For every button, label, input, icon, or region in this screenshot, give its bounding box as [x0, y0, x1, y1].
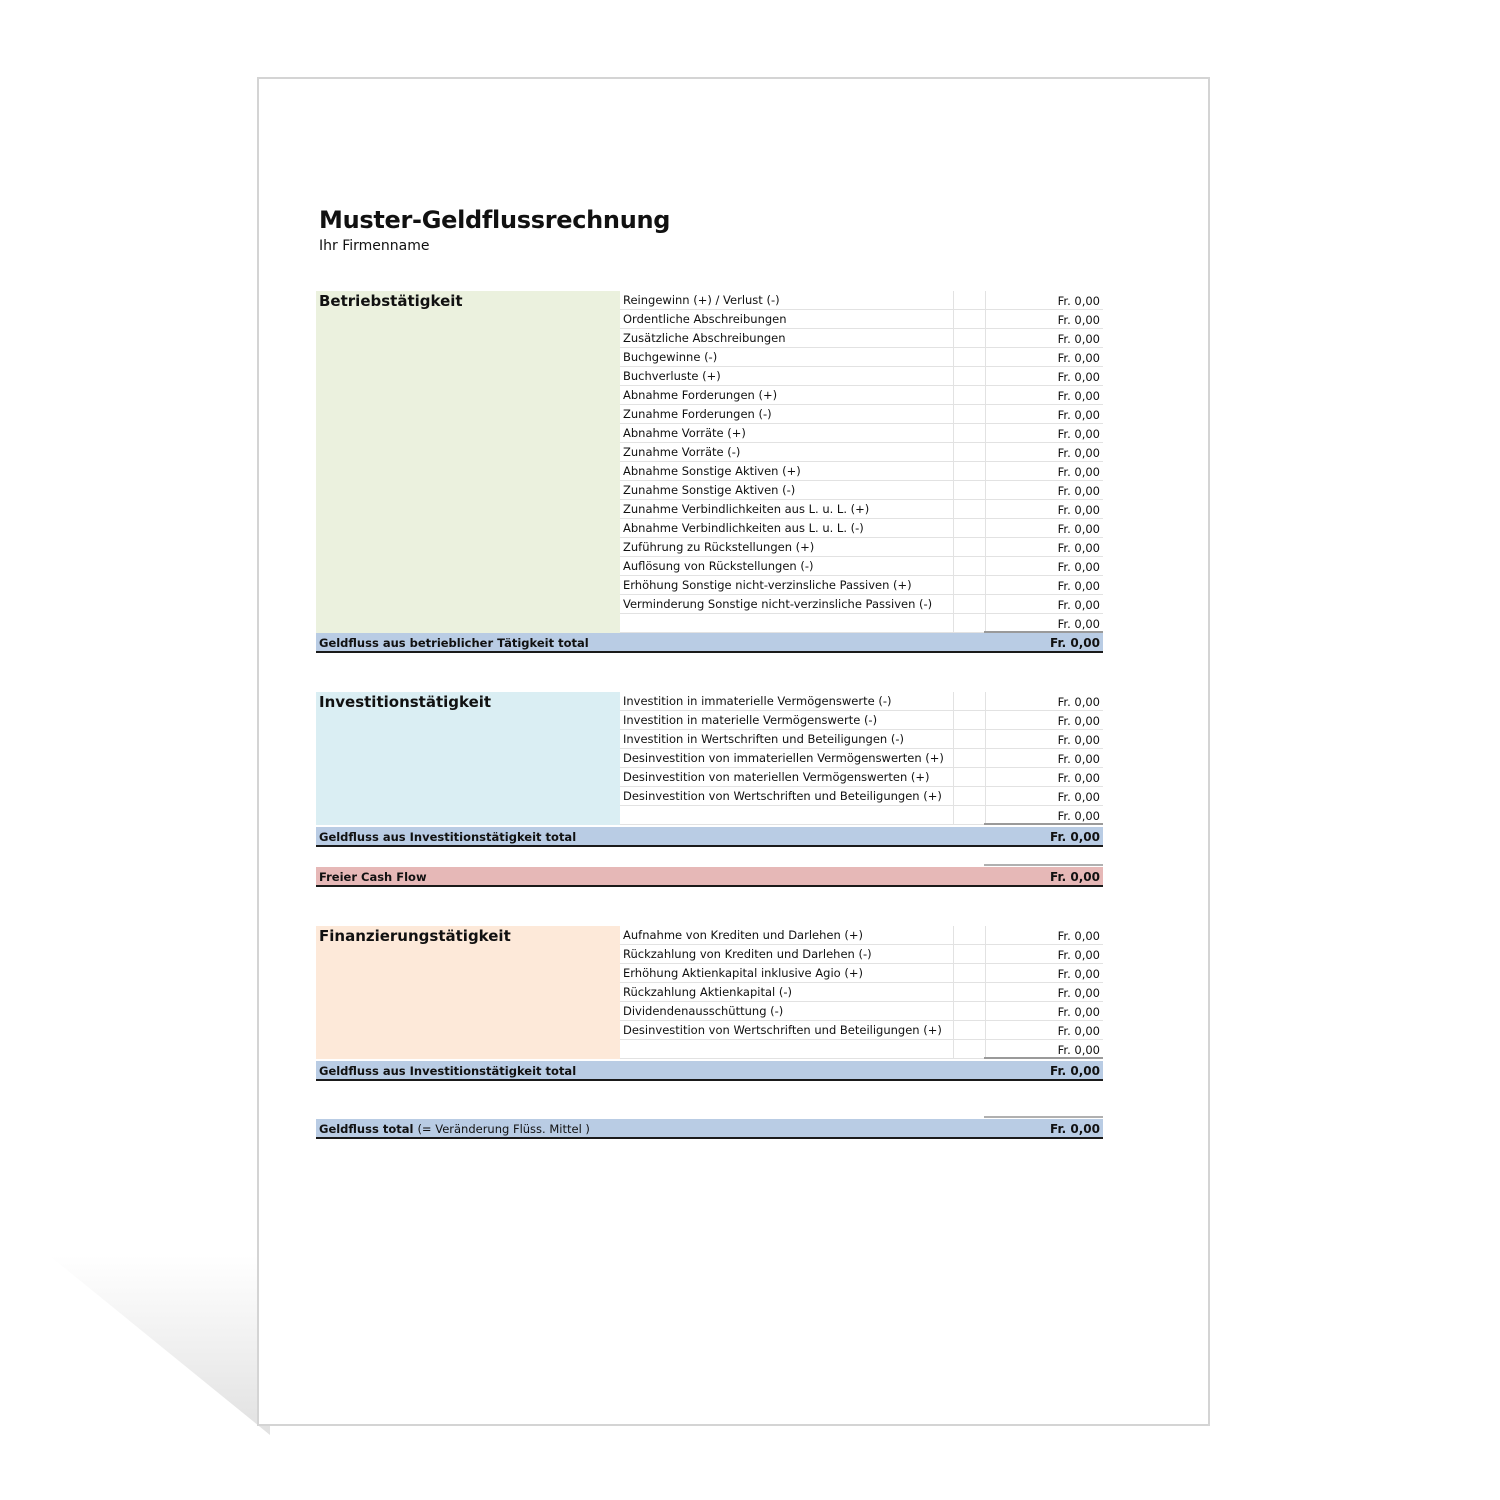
total-label: Geldfluss aus Investitionstätigkeit total: [319, 830, 577, 844]
row-label: Investition in materielle Vermögenswerte (-): [623, 713, 878, 727]
empty-cell: [953, 386, 986, 404]
table-row: [620, 926, 1103, 945]
geldfluss-total-label: [319, 1122, 590, 1136]
row-value: Fr. 0,00: [1057, 484, 1100, 498]
total-finanzierung-bar: [316, 1061, 1103, 1081]
row-value: Fr. 0,00: [1057, 465, 1100, 479]
empty-cell: [953, 768, 986, 786]
table-row: [620, 806, 1103, 825]
table-row: [620, 462, 1103, 481]
row-value: Fr. 0,00: [1057, 1005, 1100, 1019]
table-row: [620, 964, 1103, 983]
page-shadow: [0, 1255, 270, 1435]
section-label: Betriebstätigkeit: [316, 291, 620, 633]
table-row: [620, 500, 1103, 519]
row-value: Fr. 0,00: [1057, 1043, 1100, 1057]
section-label: Finanzierungstätigkeit: [316, 926, 620, 1059]
empty-cell: [953, 692, 986, 710]
table-row: [620, 386, 1103, 405]
row-label: Zunahme Verbindlichkeiten aus L. u. L. (+): [623, 502, 870, 516]
table-row: [620, 443, 1103, 462]
table-row: [620, 1002, 1103, 1021]
row-value: Fr. 0,00: [1057, 370, 1100, 384]
geldfluss-total-label-note: (= Veränderung Flüss. Mittel ): [417, 1122, 590, 1136]
empty-cell: [953, 711, 986, 729]
row-value: Fr. 0,00: [1057, 948, 1100, 962]
row-label: Zusätzliche Abschreibungen: [623, 331, 786, 345]
empty-cell: [953, 806, 986, 824]
table-row: [620, 595, 1103, 614]
table-row: [620, 730, 1103, 749]
row-value: Fr. 0,00: [1057, 598, 1100, 612]
total-value: Fr. 0,00: [1050, 830, 1100, 844]
row-label: Reingewinn (+) / Verlust (-): [623, 293, 780, 307]
row-list: [620, 692, 1103, 825]
row-label: Erhöhung Sonstige nicht-verzinsliche Passiven (+): [623, 578, 912, 592]
table-row: [620, 1040, 1103, 1059]
table-row: [620, 557, 1103, 576]
row-label: Zunahme Forderungen (-): [623, 407, 772, 421]
geldfluss-total-bar: [316, 1119, 1103, 1139]
sum-line: [984, 1116, 1103, 1118]
row-value: Fr. 0,00: [1057, 714, 1100, 728]
sum-line: [984, 1057, 1103, 1059]
row-value: Fr. 0,00: [1057, 560, 1100, 574]
total-investition-bar: [316, 827, 1103, 847]
section-label: Investitionstätigkeit: [316, 692, 620, 825]
empty-cell: [953, 1021, 986, 1039]
empty-cell: [953, 614, 986, 632]
row-value: Fr. 0,00: [1057, 446, 1100, 460]
empty-cell: [953, 329, 986, 347]
row-value: Fr. 0,00: [1057, 332, 1100, 346]
sum-line: [984, 864, 1103, 866]
table-row: [620, 787, 1103, 806]
empty-cell: [953, 519, 986, 537]
table-row: [620, 519, 1103, 538]
table-row: [620, 749, 1103, 768]
row-label: Investition in Wertschriften und Beteiligungen (-): [623, 732, 904, 746]
row-value: Fr. 0,00: [1057, 408, 1100, 422]
row-label: Auflösung von Rückstellungen (-): [623, 559, 814, 573]
table-row: [620, 405, 1103, 424]
empty-cell: [953, 291, 986, 309]
row-label: Verminderung Sonstige nicht-verzinsliche Passiven (-): [623, 597, 933, 611]
table-row: [620, 711, 1103, 730]
geldfluss-total-value: Fr. 0,00: [1050, 1122, 1100, 1136]
table-row: [620, 576, 1103, 595]
freier-cash-flow-value: Fr. 0,00: [1050, 870, 1100, 884]
row-value: Fr. 0,00: [1057, 503, 1100, 517]
empty-cell: [953, 576, 986, 594]
row-value: Fr. 0,00: [1057, 389, 1100, 403]
row-value: Fr. 0,00: [1057, 427, 1100, 441]
row-label: Desinvestition von materiellen Vermögenswerten (+): [623, 770, 930, 784]
empty-cell: [953, 443, 986, 461]
row-label: Investition in immaterielle Vermögenswerte (-): [623, 694, 892, 708]
sum-line: [984, 823, 1103, 825]
empty-cell: [953, 481, 986, 499]
row-value: Fr. 0,00: [1057, 617, 1100, 631]
row-label: Buchverluste (+): [623, 369, 721, 383]
table-row: [620, 329, 1103, 348]
company-name: Ihr Firmenname: [319, 238, 430, 254]
table-row: [620, 945, 1103, 964]
total-label: Geldfluss aus Investitionstätigkeit total: [319, 1064, 577, 1078]
row-label: Desinvestition von Wertschriften und Beteiligungen (+): [623, 1023, 942, 1037]
freier-cash-flow-label: Freier Cash Flow: [319, 870, 427, 884]
table-row: [620, 538, 1103, 557]
table-row: [620, 291, 1103, 310]
row-label: Buchgewinne (-): [623, 350, 718, 364]
row-label: Zunahme Sonstige Aktiven (-): [623, 483, 796, 497]
row-label: Rückzahlung Aktienkapital (-): [623, 985, 792, 999]
empty-cell: [953, 787, 986, 805]
row-list: [620, 926, 1103, 1059]
table-row: [620, 348, 1103, 367]
row-label: Abnahme Forderungen (+): [623, 388, 778, 402]
table-row: [620, 1021, 1103, 1040]
table-row: [620, 983, 1103, 1002]
row-value: Fr. 0,00: [1057, 986, 1100, 1000]
table-row: [620, 614, 1103, 633]
row-value: Fr. 0,00: [1057, 541, 1100, 555]
freier-cash-flow-bar: [316, 867, 1103, 887]
empty-cell: [953, 348, 986, 366]
row-label: Abnahme Vorräte (+): [623, 426, 746, 440]
row-label: Rückzahlung von Krediten und Darlehen (-): [623, 947, 872, 961]
table-row: [620, 424, 1103, 443]
row-label: Zunahme Vorräte (-): [623, 445, 741, 459]
empty-cell: [953, 367, 986, 385]
row-label: Ordentliche Abschreibungen: [623, 312, 787, 326]
row-label: Abnahme Sonstige Aktiven (+): [623, 464, 801, 478]
total-label: Geldfluss aus betrieblicher Tätigkeit total: [319, 636, 589, 650]
empty-cell: [953, 538, 986, 556]
empty-cell: [953, 983, 986, 1001]
empty-cell: [953, 500, 986, 518]
table-row: [620, 768, 1103, 787]
row-list: [620, 291, 1103, 633]
table-row: [620, 367, 1103, 386]
empty-cell: [953, 1040, 986, 1058]
empty-cell: [953, 405, 986, 423]
empty-cell: [953, 945, 986, 963]
total-value: Fr. 0,00: [1050, 636, 1100, 650]
row-label: Dividendenausschüttung (-): [623, 1004, 784, 1018]
row-value: Fr. 0,00: [1057, 733, 1100, 747]
row-value: Fr. 0,00: [1057, 313, 1100, 327]
row-value: Fr. 0,00: [1057, 929, 1100, 943]
empty-cell: [953, 926, 986, 944]
row-value: Fr. 0,00: [1057, 967, 1100, 981]
row-value: Fr. 0,00: [1057, 522, 1100, 536]
empty-cell: [953, 749, 986, 767]
document-title: Muster-Geldflussrechnung: [319, 206, 671, 234]
table-row: [620, 310, 1103, 329]
row-value: Fr. 0,00: [1057, 790, 1100, 804]
row-value: Fr. 0,00: [1057, 809, 1100, 823]
empty-cell: [953, 462, 986, 480]
row-value: Fr. 0,00: [1057, 579, 1100, 593]
empty-cell: [953, 730, 986, 748]
row-value: Fr. 0,00: [1057, 1024, 1100, 1038]
total-value: Fr. 0,00: [1050, 1064, 1100, 1078]
table-row: [620, 481, 1103, 500]
row-value: Fr. 0,00: [1057, 695, 1100, 709]
row-label: Erhöhung Aktienkapital inklusive Agio (+): [623, 966, 863, 980]
empty-cell: [953, 310, 986, 328]
row-value: Fr. 0,00: [1057, 771, 1100, 785]
row-label: Desinvestition von Wertschriften und Beteiligungen (+): [623, 789, 942, 803]
empty-cell: [953, 595, 986, 613]
table-row: [620, 692, 1103, 711]
row-label: Abnahme Verbindlichkeiten aus L. u. L. (-): [623, 521, 864, 535]
row-value: Fr. 0,00: [1057, 294, 1100, 308]
total-betrieb-bar: [316, 633, 1103, 653]
empty-cell: [953, 424, 986, 442]
row-label: Zuführung zu Rückstellungen (+): [623, 540, 815, 554]
row-value: Fr. 0,00: [1057, 351, 1100, 365]
row-label: Desinvestition von immateriellen Vermögenswerten (+): [623, 751, 944, 765]
geldfluss-total-label-bold: Geldfluss total: [319, 1122, 414, 1136]
empty-cell: [953, 1002, 986, 1020]
row-label: Aufnahme von Krediten und Darlehen (+): [623, 928, 864, 942]
empty-cell: [953, 964, 986, 982]
row-value: Fr. 0,00: [1057, 752, 1100, 766]
empty-cell: [953, 557, 986, 575]
